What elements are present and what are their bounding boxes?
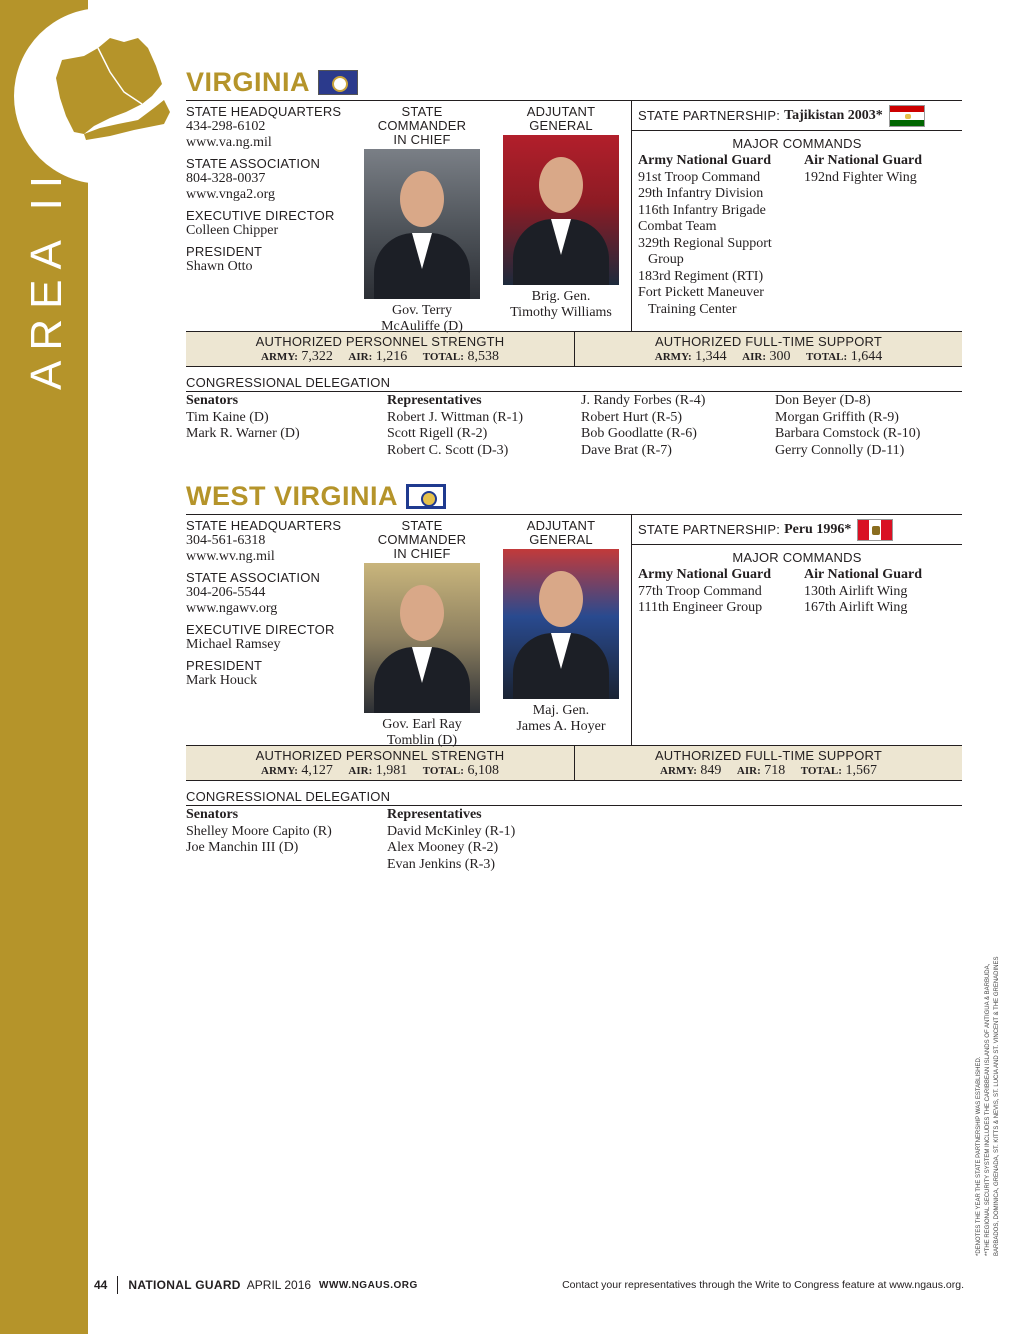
commander-label-line2: IN CHIEF: [393, 132, 451, 147]
total-label: TOTAL:: [422, 765, 464, 777]
list-item: Robert C. Scott (D-3): [387, 442, 509, 458]
president-label: PRESIDENT: [186, 244, 263, 259]
footnote-line: **THE REGIONAL SECURITY SYSTEM INCLUDES THE CARIBBEAN ISLANDS OF ANTIGUA & BARBUDA,: [985, 963, 991, 1256]
major-commands-label: MAJOR COMMANDS: [732, 550, 862, 565]
president-name: Mark Houck: [186, 673, 258, 688]
representatives-list: [581, 393, 775, 459]
adjutant-name-line2: James A. Hoyer: [516, 719, 606, 734]
list-item: Mark R. Warner (D): [186, 426, 300, 441]
list-item: Joe Manchin III (D): [186, 840, 299, 855]
army-commands-list: [638, 153, 804, 318]
representatives-heading: Representatives: [387, 393, 482, 408]
governor-photo: [364, 563, 480, 713]
army-value: 849: [700, 763, 722, 778]
air-value: 718: [764, 763, 786, 778]
total-value: 6,108: [467, 763, 499, 778]
representatives-heading: Representatives: [387, 807, 482, 822]
adjutant-label-line2: GENERAL: [529, 118, 593, 133]
state-partnership: [632, 515, 962, 545]
total-value: 1,644: [850, 349, 883, 364]
list-item: 77th Troop Command: [638, 583, 762, 599]
army-label: ARMY:: [660, 765, 697, 777]
congressional-delegation-label: CONGRESSIONAL DELEGATION: [186, 376, 962, 392]
list-item: Evan Jenkins (R-3): [387, 856, 496, 872]
association-website-link[interactable]: www.vnga2.org: [186, 187, 276, 202]
air-value: 300: [769, 349, 791, 364]
total-label: TOTAL:: [806, 351, 848, 363]
adjutant-column: [496, 105, 626, 321]
army-ng-heading: Army National Guard: [638, 567, 771, 582]
hq-phone: 304-561-6318: [186, 533, 266, 548]
total-value: 8,538: [467, 349, 499, 364]
peru-flag-icon: [857, 519, 893, 541]
major-commands-label: MAJOR COMMANDS: [732, 136, 862, 151]
strength-band: [186, 745, 962, 781]
air-ng-heading: Air National Guard: [804, 567, 922, 582]
page-footer: [94, 1276, 964, 1294]
association-phone: 304-206-5544: [186, 585, 266, 600]
area-label: AREA II: [22, 165, 71, 390]
adjutant-label-line1: ADJUTANT: [526, 518, 596, 533]
state-info-row: [186, 515, 962, 748]
adjutant-name-line1: Maj. Gen.: [532, 703, 590, 718]
tajikistan-flag-icon: [889, 105, 925, 127]
president-name: Shawn Otto: [186, 259, 253, 274]
air-value: 1,981: [375, 763, 408, 778]
state-title: [186, 66, 962, 98]
sidebar: [0, 0, 88, 1334]
list-item: David McKinley (R-1): [387, 823, 516, 839]
state-name: VIRGINIA: [186, 66, 311, 97]
personnel-strength-label: AUTHORIZED PERSONNEL STRENGTH: [255, 334, 505, 349]
fulltime-support: [574, 332, 962, 366]
army-value: 1,344: [695, 349, 727, 364]
air-label: AIR:: [736, 765, 761, 777]
governor-photo: [364, 149, 480, 299]
hq-phone: 434-298-6102: [186, 119, 266, 134]
list-item: J. Randy Forbes (R-4): [581, 393, 706, 408]
senators-list: [186, 393, 387, 459]
president-label: PRESIDENT: [186, 658, 263, 673]
personnel-strength: [186, 746, 574, 780]
adjutant-name-line2: Timothy Williams: [510, 305, 612, 320]
major-commands: [632, 153, 962, 318]
list-item: Shelley Moore Capito (R): [186, 823, 332, 839]
representatives-list: [387, 393, 581, 459]
personnel-strength-label: AUTHORIZED PERSONNEL STRENGTH: [255, 748, 505, 763]
list-item: Scott Rigell (R-2): [387, 426, 488, 441]
adjutant-label-line1: ADJUTANT: [526, 104, 596, 119]
page-number: 44: [94, 1278, 108, 1292]
list-item: Don Beyer (D-8): [775, 393, 871, 408]
list-item: Bob Goodlatte (R-6): [581, 426, 697, 441]
total-value: 1,567: [845, 763, 877, 778]
senators-heading: Senators: [186, 807, 239, 822]
governor-name-line2: Tomblin (D): [386, 733, 458, 748]
congressional-delegation-label: CONGRESSIONAL DELEGATION: [186, 790, 962, 806]
adjutant-general-photo: [503, 549, 619, 699]
army-label: ARMY:: [261, 765, 298, 777]
adjutant-general-photo: [503, 135, 619, 285]
list-item: 183rd Regiment (RTI): [638, 268, 764, 284]
list-item: Training Center: [648, 301, 737, 317]
adjutant-label-line2: GENERAL: [529, 532, 593, 547]
hq-website-link[interactable]: www.wv.ng.mil: [186, 549, 275, 564]
list-item: 167th Airlift Wing: [804, 600, 908, 615]
total-label: TOTAL:: [422, 351, 464, 363]
virginia-west-virginia-map-icon: [14, 8, 190, 184]
representatives-list: [387, 807, 581, 873]
association-phone: 804-328-0037: [186, 171, 266, 186]
list-item: Alex Mooney (R-2): [387, 840, 499, 855]
executive-director-label: EXECUTIVE DIRECTOR: [186, 622, 335, 637]
commander-label-line1: STATE COMMANDER: [377, 518, 467, 547]
air-label: AIR:: [742, 351, 767, 363]
virginia-flag-icon: [318, 70, 358, 95]
list-item: Robert J. Wittman (R-1): [387, 409, 524, 425]
magazine-name: NATIONAL GUARD: [128, 1278, 241, 1292]
state-association-label: STATE ASSOCIATION: [186, 156, 321, 171]
partnership-country: Peru 1996*: [784, 521, 852, 537]
governor-column: [356, 519, 488, 749]
governor-name-line1: Gov. Terry: [391, 303, 453, 318]
air-commands-list: [804, 567, 922, 617]
army-label: ARMY:: [261, 351, 298, 363]
state-info-row: [186, 101, 962, 334]
state-partnership-label: STATE PARTNERSHIP:: [638, 107, 781, 123]
army-value: 4,127: [301, 763, 333, 778]
partnership-commands-column: [631, 101, 962, 331]
hq-website-link[interactable]: www.va.ng.mil: [186, 135, 272, 150]
executive-director-label: EXECUTIVE DIRECTOR: [186, 208, 335, 223]
state-partnership: [632, 101, 962, 131]
list-item: Combat Team: [638, 219, 717, 234]
congressional-delegation: [186, 393, 962, 459]
list-item: Barbara Comstock (R-10): [775, 426, 921, 441]
air-commands-list: [804, 153, 922, 318]
footer-website-link[interactable]: WWW.NGAUS.ORG: [319, 1279, 418, 1291]
partnership-country: Tajikistan 2003*: [784, 107, 883, 123]
footnote-line: BARBADOS, DOMINICA, GRENADA, ST. KITTS & NEVIS, ST. LUCIA AND ST. VINCENT & THE GRENADINES: [994, 956, 1000, 1256]
army-value: 7,322: [301, 349, 333, 364]
senators-list: [186, 807, 387, 873]
fulltime-support-label: AUTHORIZED FULL-TIME SUPPORT: [654, 748, 883, 763]
air-ng-heading: Air National Guard: [804, 153, 922, 168]
army-ng-heading: Army National Guard: [638, 153, 771, 168]
state-title: [186, 480, 962, 512]
virginia-section: [186, 66, 962, 459]
list-item: Dave Brat (R-7): [581, 442, 672, 458]
air-label: AIR:: [348, 765, 373, 777]
governor-name-line1: Gov. Earl Ray: [382, 717, 462, 732]
list-item: Gerry Connolly (D-11): [775, 442, 905, 458]
list-item: 329th Regional Support: [638, 235, 772, 251]
list-item: 192nd Fighter Wing: [804, 169, 917, 185]
personnel-strength: [186, 332, 574, 366]
state-name: WEST VIRGINIA: [186, 480, 399, 511]
state-partnership-label: STATE PARTNERSHIP:: [638, 521, 781, 537]
association-website-link[interactable]: www.ngawv.org: [186, 601, 278, 616]
list-item: 111th Engineer Group: [638, 600, 763, 615]
list-item: 116th Infantry Brigade: [638, 202, 766, 218]
state-hq-label: STATE HEADQUARTERS: [186, 518, 342, 533]
army-commands-list: [638, 567, 804, 617]
footnotes: [975, 926, 1002, 1256]
list-item: Tim Kaine (D): [186, 409, 269, 425]
issue-date: APRIL 2016: [246, 1278, 312, 1292]
major-commands: [632, 567, 962, 617]
representatives-list: [775, 393, 920, 459]
west-virginia-section: [186, 480, 962, 873]
executive-director-name: Michael Ramsey: [186, 637, 281, 652]
total-label: TOTAL:: [800, 765, 842, 777]
commander-label-line2: IN CHIEF: [393, 546, 451, 561]
governor-name-line2: McAuliffe (D): [381, 319, 463, 334]
list-item: Robert Hurt (R-5): [581, 409, 683, 425]
list-item: Morgan Griffith (R-9): [775, 409, 899, 425]
executive-director-name: Colleen Chipper: [186, 223, 279, 238]
strength-band: [186, 331, 962, 367]
congressional-delegation: [186, 807, 962, 873]
footer-note: Contact your representatives through the Write to Congress feature at www.ngaus.org.: [562, 1279, 964, 1291]
air-value: 1,216: [375, 349, 408, 364]
list-item: 91st Troop Command: [638, 169, 761, 185]
air-label: AIR:: [348, 351, 373, 363]
footer-divider: [117, 1276, 118, 1294]
fulltime-support: [574, 746, 962, 780]
list-item: 29th Infantry Division: [638, 186, 764, 201]
governor-column: [356, 105, 488, 335]
state-hq-label: STATE HEADQUARTERS: [186, 104, 342, 119]
commander-label-line1: STATE COMMANDER: [377, 104, 467, 133]
contacts-column: [186, 519, 356, 695]
footnote-line: *DENOTES THE YEAR THE STATE PARTNERSHIP WAS ESTABLISHED.: [976, 1056, 982, 1256]
fulltime-support-label: AUTHORIZED FULL-TIME SUPPORT: [654, 334, 883, 349]
senators-heading: Senators: [186, 393, 239, 408]
army-label: ARMY:: [654, 351, 692, 363]
west-virginia-flag-icon: [406, 484, 446, 509]
list-item: Fort Pickett Maneuver: [638, 285, 764, 300]
list-item: Group: [648, 252, 684, 267]
partnership-commands-column: [631, 515, 962, 745]
contacts-column: [186, 105, 356, 281]
state-association-label: STATE ASSOCIATION: [186, 570, 321, 585]
adjutant-name-line1: Brig. Gen.: [531, 289, 591, 304]
adjutant-column: [496, 519, 626, 735]
list-item: 130th Airlift Wing: [804, 583, 908, 599]
